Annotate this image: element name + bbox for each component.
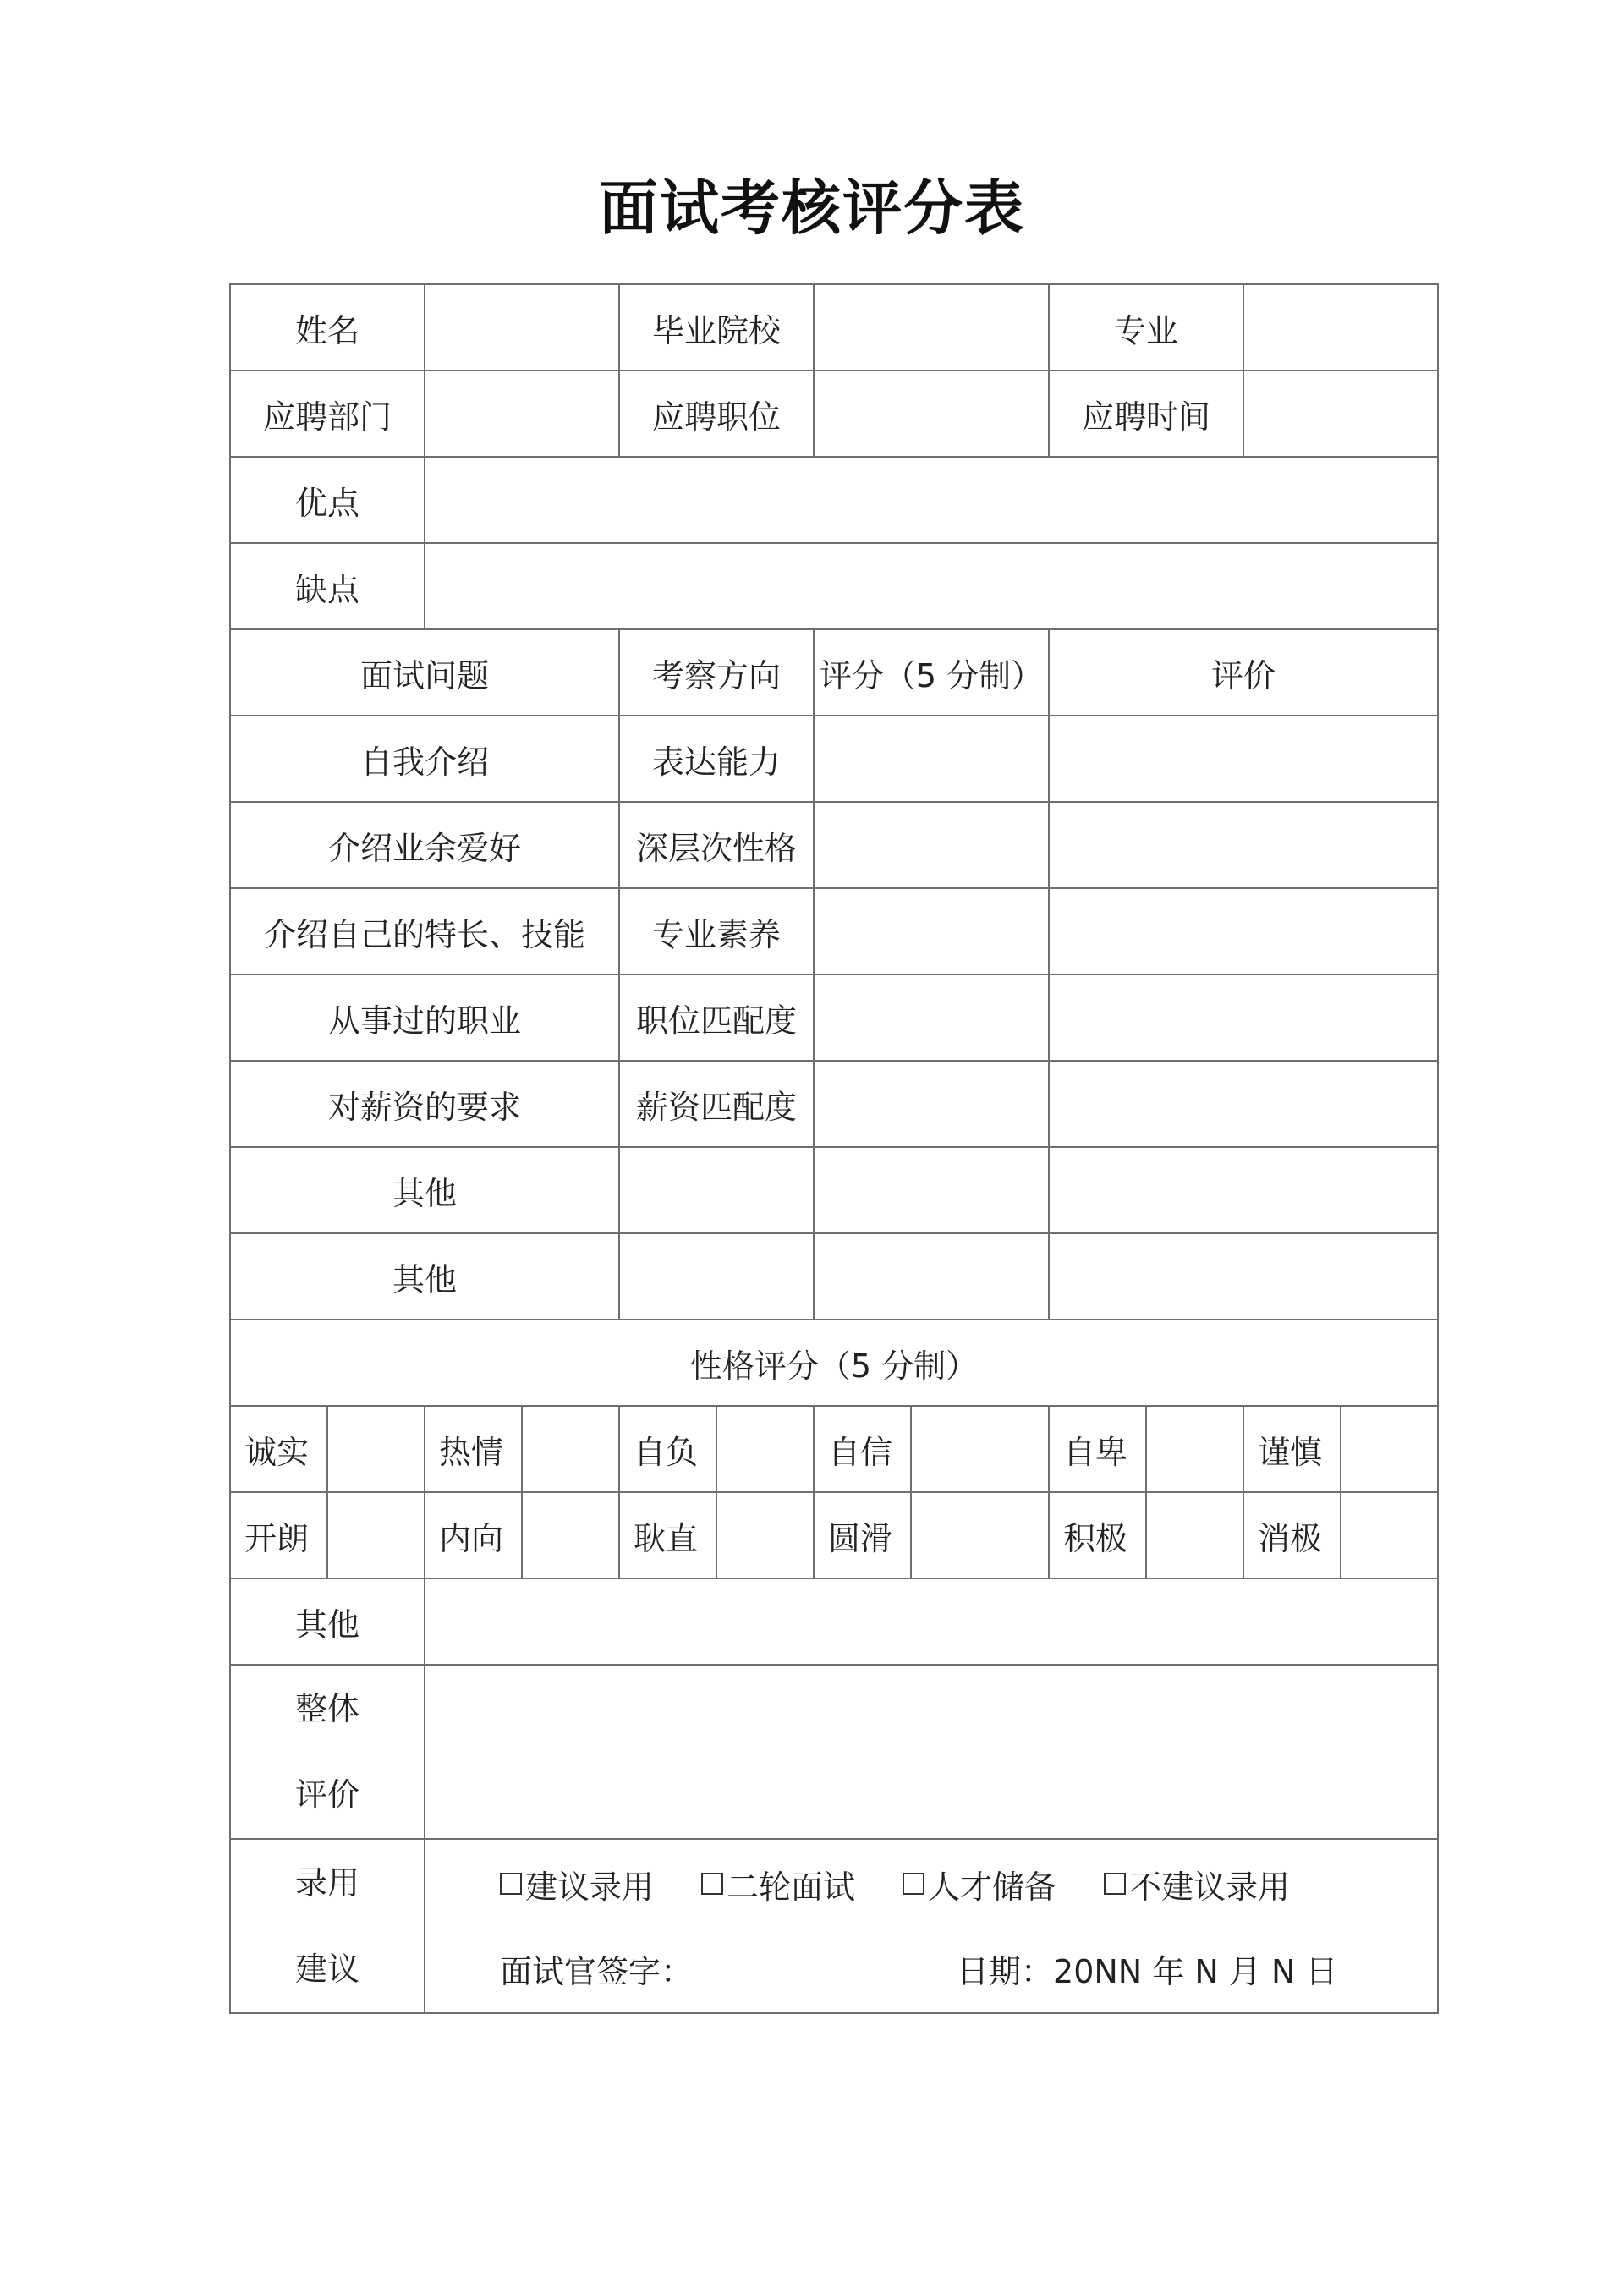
question-row — [230, 716, 1438, 802]
trait-label: 积极 — [1049, 1492, 1146, 1578]
interview-score-table — [229, 283, 1439, 2014]
hire-label-line-2: 建议 — [295, 1951, 360, 1988]
time-label: 应聘时间 — [1049, 370, 1243, 457]
trait-label: 热情 — [425, 1406, 522, 1492]
score-field[interactable] — [814, 1233, 1049, 1320]
personality-row-2 — [230, 1492, 1438, 1578]
score-field[interactable] — [814, 974, 1049, 1061]
date-text: 日期：20NN 年 N 月 N 日 — [957, 1952, 1338, 1990]
dept-field[interactable] — [425, 370, 619, 457]
trait-label: 谨慎 — [1243, 1406, 1341, 1492]
dept-label: 应聘部门 — [230, 370, 425, 457]
trait-score-field[interactable] — [1341, 1492, 1438, 1578]
question-text: 介绍自己的特长、技能 — [230, 888, 619, 974]
evaluation-header: 评价 — [1049, 629, 1438, 716]
evaluation-field[interactable] — [1049, 716, 1438, 802]
evaluation-field[interactable] — [1049, 1061, 1438, 1147]
hire-option-label: 不建议录用 — [1129, 1868, 1291, 1906]
direction-text: 深层次性格 — [619, 802, 814, 888]
question-text: 从事过的职业 — [230, 974, 619, 1061]
trait-score-field[interactable] — [327, 1492, 425, 1578]
trait-label: 内向 — [425, 1492, 522, 1578]
direction-header: 考察方向 — [619, 629, 814, 716]
trait-score-field[interactable] — [911, 1406, 1049, 1492]
page-title: 面试考核评分表 — [599, 173, 1025, 243]
hire-option-label: 二轮面试 — [727, 1868, 856, 1906]
basic-info-row-2 — [230, 370, 1438, 457]
trait-score-field[interactable] — [716, 1406, 814, 1492]
trait-label: 自负 — [619, 1406, 716, 1492]
name-label: 姓名 — [230, 284, 425, 370]
score-field[interactable] — [814, 888, 1049, 974]
checkbox-icon[interactable] — [701, 1873, 723, 1895]
trait-score-field[interactable] — [1146, 1492, 1243, 1578]
position-field[interactable] — [814, 370, 1049, 457]
direction-field[interactable] — [619, 1147, 814, 1233]
major-label: 专业 — [1049, 284, 1243, 370]
evaluation-field[interactable] — [1049, 974, 1438, 1061]
hire-option-recommend[interactable] — [500, 1861, 654, 1907]
checkbox-icon[interactable] — [500, 1873, 522, 1895]
basic-info-row-1 — [230, 284, 1438, 370]
evaluation-field[interactable] — [1049, 888, 1438, 974]
strengths-field[interactable] — [425, 457, 1438, 543]
score-field[interactable] — [814, 1147, 1049, 1233]
overall-row — [230, 1665, 1438, 1839]
direction-field[interactable] — [619, 1233, 814, 1320]
score-field[interactable] — [814, 716, 1049, 802]
direction-text: 薪资匹配度 — [619, 1061, 814, 1147]
other-label: 其他 — [230, 1578, 425, 1665]
question-text: 介绍业余爱好 — [230, 802, 619, 888]
checkbox-icon[interactable] — [903, 1873, 924, 1895]
school-field[interactable] — [814, 284, 1049, 370]
direction-text: 职位匹配度 — [619, 974, 814, 1061]
major-field[interactable] — [1243, 284, 1438, 370]
hire-option-label: 建议录用 — [525, 1868, 655, 1906]
trait-score-field[interactable] — [1341, 1406, 1438, 1492]
signature-label: 面试官签字： — [500, 1952, 694, 1990]
weaknesses-row — [230, 543, 1438, 629]
trait-score-field[interactable] — [327, 1406, 425, 1492]
question-row — [230, 1147, 1438, 1233]
hire-option-second-round[interactable] — [701, 1861, 855, 1907]
hire-label-line-1: 录用 — [295, 1864, 360, 1902]
name-field[interactable] — [425, 284, 619, 370]
personality-row-1 — [230, 1406, 1438, 1492]
direction-text: 专业素养 — [619, 888, 814, 974]
weaknesses-field[interactable] — [425, 543, 1438, 629]
evaluation-field[interactable] — [1049, 802, 1438, 888]
strengths-label: 优点 — [230, 457, 425, 543]
overall-label-line-2: 评价 — [295, 1776, 360, 1814]
other-field[interactable] — [425, 1578, 1438, 1665]
checkbox-icon[interactable] — [1104, 1873, 1126, 1895]
strengths-row — [230, 457, 1438, 543]
overall-field[interactable] — [425, 1665, 1438, 1839]
question-text: 自我介绍 — [230, 716, 619, 802]
trait-label: 耿直 — [619, 1492, 716, 1578]
trait-label: 圆滑 — [814, 1492, 911, 1578]
overall-label — [230, 1665, 425, 1839]
hire-row — [230, 1839, 1438, 2013]
score-field[interactable] — [814, 1061, 1049, 1147]
question-text: 对薪资的要求 — [230, 1061, 619, 1147]
hire-label — [230, 1839, 425, 2013]
hire-options — [500, 1841, 1437, 1926]
trait-label: 消极 — [1243, 1492, 1341, 1578]
position-label: 应聘职位 — [619, 370, 814, 457]
question-text: 其他 — [230, 1147, 619, 1233]
overall-label-line-1: 整体 — [295, 1690, 360, 1727]
trait-label: 自卑 — [1049, 1406, 1146, 1492]
trait-score-field[interactable] — [716, 1492, 814, 1578]
trait-label: 自信 — [814, 1406, 911, 1492]
hire-content — [425, 1839, 1438, 2013]
score-field[interactable] — [814, 802, 1049, 888]
hire-option-not-recommend[interactable] — [1104, 1861, 1290, 1907]
other-row — [230, 1578, 1438, 1665]
trait-score-field[interactable] — [522, 1406, 619, 1492]
evaluation-field[interactable] — [1049, 1147, 1438, 1233]
time-field[interactable] — [1243, 370, 1438, 457]
signature-line — [500, 1926, 1437, 2011]
question-header-row — [230, 629, 1438, 716]
personality-header: 性格评分（5 分制） — [230, 1320, 1438, 1406]
question-row — [230, 802, 1438, 888]
trait-label: 诚实 — [230, 1406, 327, 1492]
hire-option-label: 人才储备 — [928, 1868, 1057, 1906]
question-text: 其他 — [230, 1233, 619, 1320]
question-header: 面试问题 — [230, 629, 619, 716]
question-row — [230, 888, 1438, 974]
question-row — [230, 1061, 1438, 1147]
direction-text: 表达能力 — [619, 716, 814, 802]
evaluation-field[interactable] — [1049, 1233, 1438, 1320]
school-label: 毕业院校 — [619, 284, 814, 370]
question-row — [230, 1233, 1438, 1320]
score-header: 评分（5 分制） — [814, 629, 1049, 716]
trait-score-field[interactable] — [1146, 1406, 1243, 1492]
hire-option-talent-pool[interactable] — [903, 1861, 1056, 1907]
question-row — [230, 974, 1438, 1061]
personality-header-row — [230, 1320, 1438, 1406]
trait-label: 开朗 — [230, 1492, 327, 1578]
trait-score-field[interactable] — [522, 1492, 619, 1578]
trait-score-field[interactable] — [911, 1492, 1049, 1578]
weaknesses-label: 缺点 — [230, 543, 425, 629]
